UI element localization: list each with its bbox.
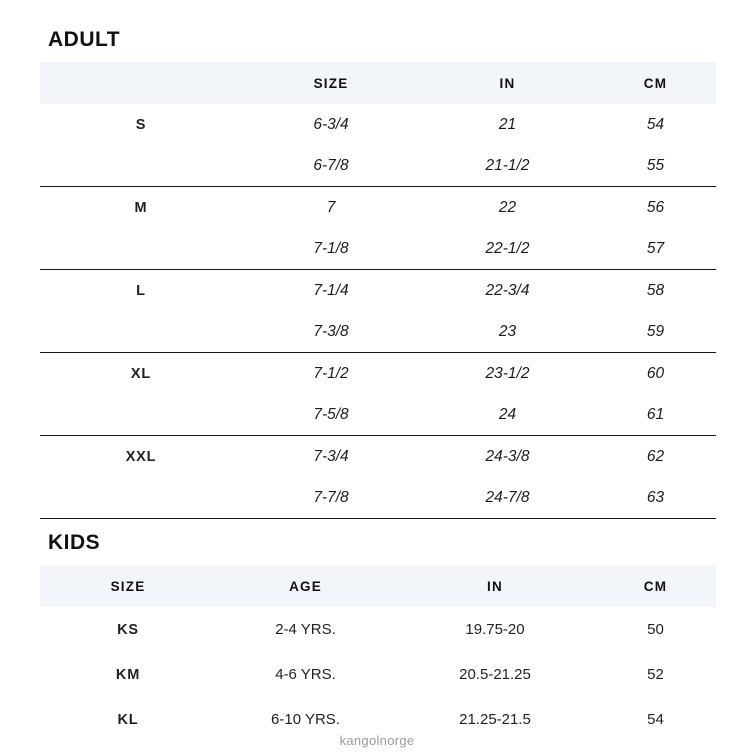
kids-table-header-row bbox=[40, 565, 716, 607]
kids-row-age: 6-10 YRS. bbox=[271, 711, 340, 728]
adult-row-in: 24-7/8 bbox=[420, 477, 595, 519]
adult-row-label bbox=[40, 394, 242, 436]
adult-row-size: 7-5/8 bbox=[242, 394, 420, 436]
adult-row-cm: 55 bbox=[595, 145, 716, 187]
adult-row-size: 7-3/4 bbox=[313, 447, 349, 465]
adult-row-in: 22-3/4 bbox=[485, 281, 530, 299]
adult-row-label: XL bbox=[130, 365, 152, 382]
kids-row-age: 2-4 YRS. bbox=[275, 621, 336, 638]
adult-size-table bbox=[40, 62, 716, 519]
adult-row-size: 7-7/8 bbox=[242, 477, 420, 519]
adult-header-size: SIZE bbox=[242, 62, 420, 104]
adult-row-in: 22 bbox=[498, 198, 517, 216]
adult-row-size: 6-7/8 bbox=[242, 145, 420, 187]
kids-size-table bbox=[40, 565, 716, 742]
kids-row-label: KM bbox=[115, 666, 141, 683]
kids-row-in: 20.5-21.25 bbox=[459, 666, 531, 683]
adult-row-cm: 56 bbox=[646, 198, 665, 216]
adult-row-label bbox=[40, 145, 242, 187]
adult-row-in: 23 bbox=[420, 311, 595, 353]
adult-row-in: 21 bbox=[498, 115, 517, 133]
adult-row-label bbox=[40, 477, 242, 519]
adult-row-label: S bbox=[135, 116, 147, 133]
kids-row-cm: 52 bbox=[647, 666, 664, 683]
table-row bbox=[40, 607, 716, 652]
adult-header-cm: CM bbox=[595, 62, 716, 104]
kids-header-cm: CM bbox=[595, 565, 716, 607]
adult-table-header-row bbox=[40, 62, 716, 104]
adult-row-cm: 54 bbox=[646, 115, 665, 133]
adult-header-blank bbox=[40, 62, 242, 104]
kids-row-cm: 50 bbox=[647, 621, 664, 638]
adult-row-size: 7-1/8 bbox=[242, 228, 420, 270]
table-row bbox=[40, 394, 716, 436]
kids-row-in: 19.75-20 bbox=[465, 621, 525, 638]
adult-row-cm: 61 bbox=[595, 394, 716, 436]
adult-row-size: 7-3/8 bbox=[242, 311, 420, 353]
adult-row-in: 21-1/2 bbox=[420, 145, 595, 187]
adult-row-label: XXL bbox=[125, 448, 157, 465]
kids-table-body bbox=[40, 607, 716, 742]
table-row bbox=[40, 104, 716, 145]
table-row bbox=[40, 353, 716, 395]
adult-row-size: 7-1/2 bbox=[313, 364, 349, 382]
adult-row-cm: 63 bbox=[595, 477, 716, 519]
kids-header-size: SIZE bbox=[40, 565, 216, 607]
table-row bbox=[40, 436, 716, 478]
adult-row-label bbox=[40, 228, 242, 270]
kids-section-title: KIDS bbox=[48, 531, 101, 554]
adult-section-title: ADULT bbox=[48, 28, 121, 51]
table-row bbox=[40, 652, 716, 697]
adult-row-in: 22-1/2 bbox=[420, 228, 595, 270]
adult-row-cm: 60 bbox=[646, 364, 665, 382]
table-row bbox=[40, 228, 716, 270]
brand-watermark: kangolnorge bbox=[339, 733, 415, 748]
adult-row-size: 7-1/4 bbox=[313, 281, 349, 299]
adult-row-label: M bbox=[134, 199, 148, 216]
adult-header-in: IN bbox=[420, 62, 595, 104]
kids-header-age: AGE bbox=[216, 565, 395, 607]
kids-row-label: KS bbox=[117, 621, 139, 638]
table-row bbox=[40, 311, 716, 353]
kids-header-in: IN bbox=[395, 565, 595, 607]
kids-row-cm: 54 bbox=[647, 711, 664, 728]
adult-row-in: 24-3/8 bbox=[485, 447, 530, 465]
adult-row-size: 6-3/4 bbox=[313, 115, 349, 133]
table-row bbox=[40, 477, 716, 519]
kids-row-label: KL bbox=[117, 711, 139, 728]
adult-row-in: 23-1/2 bbox=[485, 364, 530, 382]
table-row bbox=[40, 187, 716, 229]
adult-table-body bbox=[40, 104, 716, 519]
adult-row-cm: 59 bbox=[595, 311, 716, 353]
table-row bbox=[40, 145, 716, 187]
adult-row-cm: 57 bbox=[595, 228, 716, 270]
adult-row-label: L bbox=[136, 282, 146, 299]
kids-row-in: 21.25-21.5 bbox=[459, 711, 531, 728]
adult-row-cm: 58 bbox=[646, 281, 665, 299]
table-row bbox=[40, 270, 716, 312]
adult-row-size: 7 bbox=[326, 198, 336, 216]
kids-row-age: 4-6 YRS. bbox=[275, 666, 336, 683]
adult-row-label bbox=[40, 311, 242, 353]
adult-row-cm: 62 bbox=[646, 447, 665, 465]
adult-row-in: 24 bbox=[420, 394, 595, 436]
